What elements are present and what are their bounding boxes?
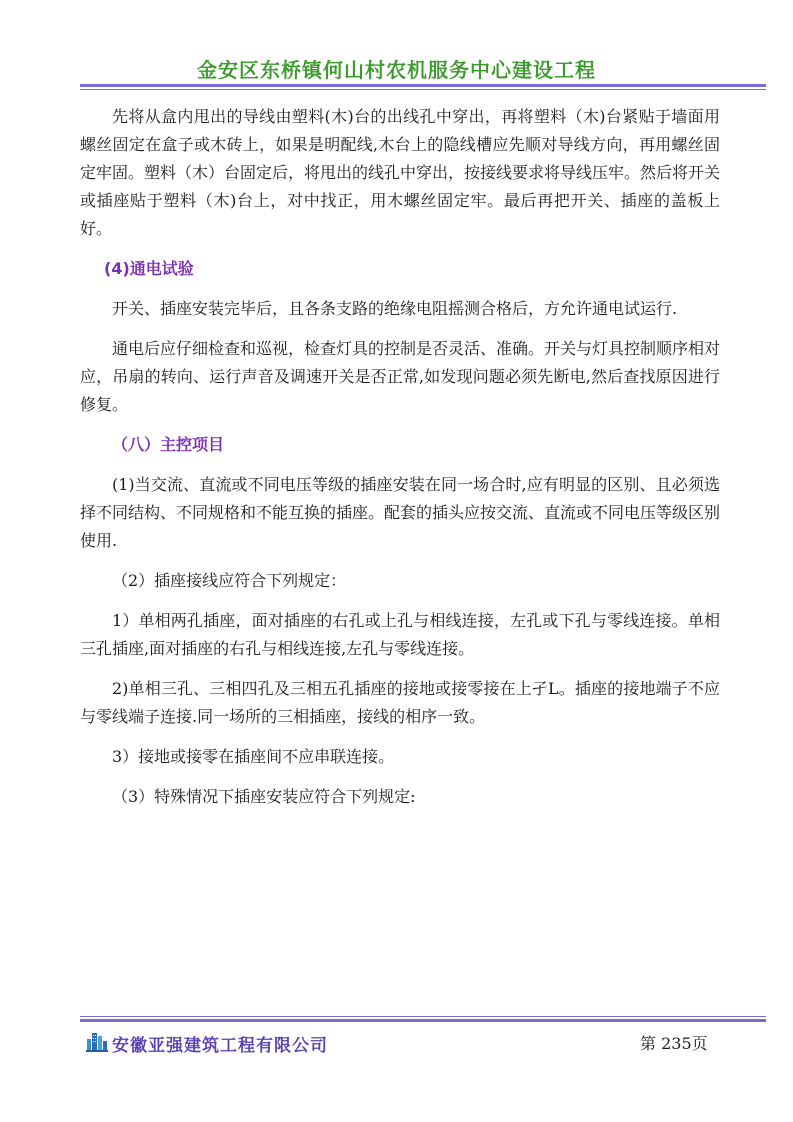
paragraph: 1）单相两孔插座，面对插座的右孔或上孔与相线连接，左孔或下孔与零线连接。单相三孔插座,面对插座的右孔与相线连接,左孔与零线连接。 [80, 611, 720, 658]
paragraph: (1)当交流、直流或不同电压等级的插座安装在同一场合时,应有明显的区别、且必须选择不同结构、不同规格和不能互换的插座。配套的插头应按交流、直流或不同电压等级区别使用. [80, 475, 721, 550]
paragraph: 开关、插座安装完毕后，且各条支路的绝缘电阻摇测合格后，方允许通电试运行. [112, 299, 678, 318]
paragraph: 2)单相三孔、三相四孔及三相五孔插座的接地或接零接在上孑L。插座的接地端子不应与零线端子连接.同一场所的三相插座，接线的相序一致。 [80, 679, 720, 726]
page-header-title: 金安区东桥镇何山村农机服务中心建设工程 [197, 58, 596, 82]
header-divider [80, 84, 766, 90]
paragraph: 3）接地或接零在插座间不应串联连接。 [112, 747, 395, 766]
section-heading-main-items: （八）主控项目 [112, 435, 225, 454]
page-number: 第 235页 [640, 1034, 708, 1053]
section-heading-power-test: (4)通电试验 [104, 259, 194, 278]
building-logo-icon [86, 1030, 108, 1056]
document-body [80, 103, 720, 823]
company-name: 安徽亚强建筑工程有限公司 [112, 1035, 328, 1056]
paragraph: （3）特殊情况下插座安装应符合下列规定: [112, 787, 416, 806]
paragraph: 通电后应仔细检查和巡视，检查灯具的控制是否灵活、准确。开关与灯具控制顺序相对应，吊扇的转向、运行声音及调速开关是否正常,如发现问题必须先断电,然后查找原因进行修复。 [80, 339, 721, 414]
footer-divider [80, 1016, 766, 1022]
footer-company [86, 1029, 328, 1057]
paragraph: （2）插座接线应符合下列规定： [112, 571, 347, 590]
paragraph: 先将从盒内甩出的导线由塑料(木)台的出线孔中穿出，再将塑料（木)台紧贴于墙面用螺丝固定在盒子或木砖上，如果是明配线,木台上的隐线槽应先顺对导线方向，再用螺丝固定牢固。塑料（木）台固定后，将甩出的线孔中穿出，按接线要求将导线压牢。然后将开关或插座贴于塑料（木)台上，对中找正，用木螺丝固定牢。最后再把开关、插座的盖板上好。 [80, 107, 721, 238]
